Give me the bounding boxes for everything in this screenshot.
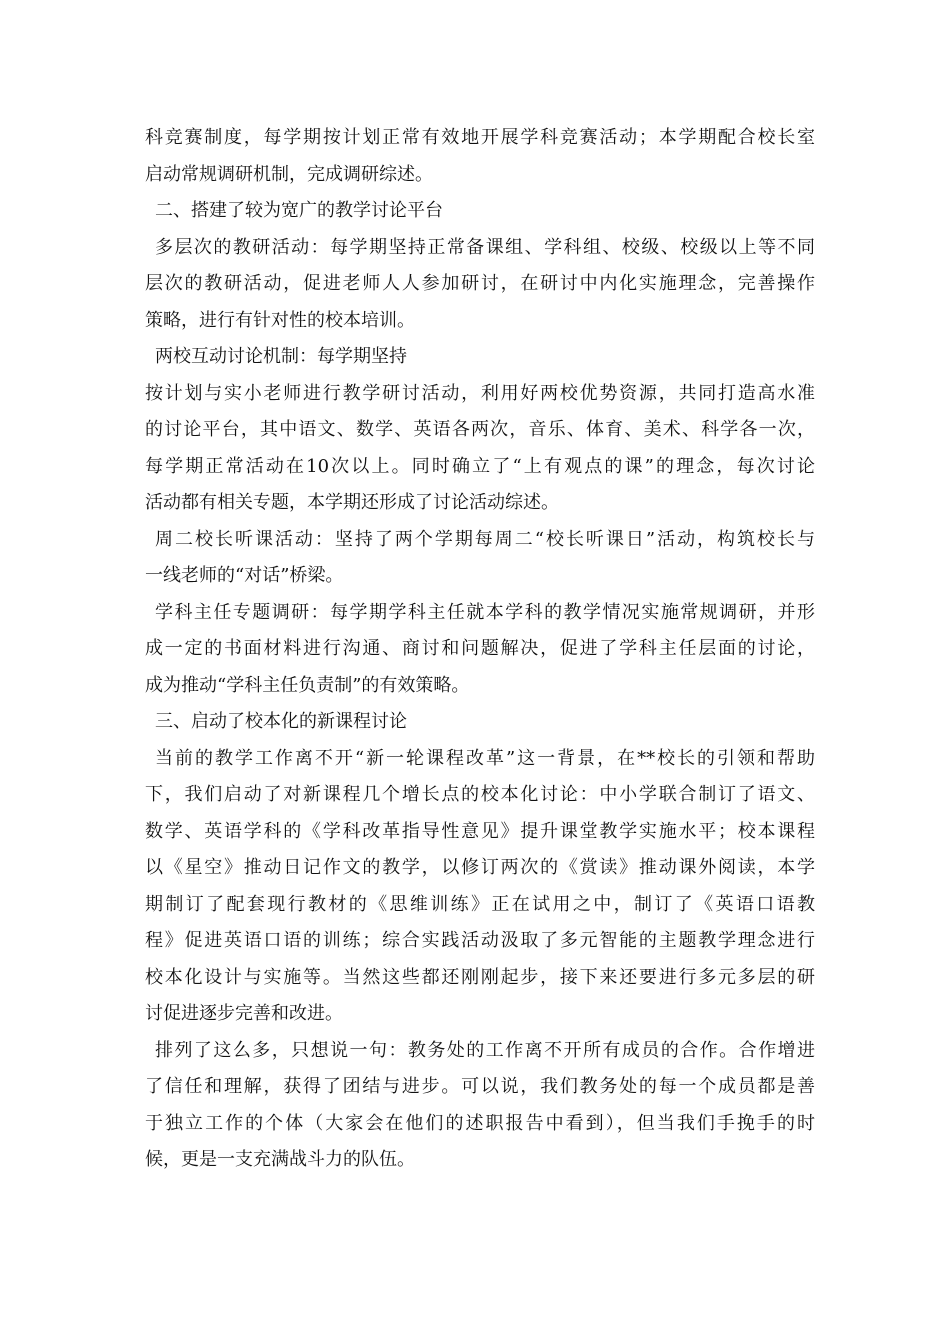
text-line: 的讨论平台，其中语文、数学、英语各两次，音乐、体育、美术、科学各一次， — [145, 419, 815, 440]
text-line: 期制订了配套现行教材的《思维训练》正在试用之中，制订了《英语口语教 — [145, 893, 815, 915]
text-line: 当前的教学工作离不开“新一轮课程改革”这一背景，在**校长的引领和帮助 — [155, 747, 815, 769]
text-line: 排列了这么多，只想说一句：教务处的工作离不开所有成员的合作。合作增进 — [155, 1039, 815, 1061]
text-line: 学科主任专题调研：每学期学科主任就本学科的教学情况实施常规调研，并形 — [155, 601, 815, 623]
section-heading: 三、启动了校本化的新课程讨论 — [155, 711, 407, 732]
heading-section-2 — [145, 193, 815, 230]
text-line: 下，我们启动了对新课程几个增长点的校本化讨论：中小学联合制订了语文、 — [145, 784, 815, 805]
text-line: 程》促进英语口语的训练；综合实践活动汲取了多元智能的主题教学理念进行 — [145, 930, 815, 951]
para-multilevel-research — [145, 230, 815, 340]
para-subject-director — [145, 595, 815, 705]
text-line: 一线老师的“对话”桥梁。 — [145, 565, 344, 586]
text-line: 成为推动“学科主任负责制”的有效策略。 — [145, 674, 470, 696]
text-line: 层次的教研活动，促进老师人人参加研讨，在研讨中内化实施理念，完善操作 — [145, 273, 815, 294]
para-two-school-intro — [145, 339, 815, 376]
text-line: 候，更是一支充满战斗力的队伍。 — [145, 1149, 415, 1170]
text-line: 活动都有相关专题，本学期还形成了讨论活动综述。 — [145, 492, 559, 513]
text-line: 按计划与实小老师进行教学研讨活动，利用好两校优势资源，共同打造高水准 — [145, 382, 815, 404]
para-curriculum-reform — [145, 741, 815, 1033]
text-line: 讨促进逐步完善和改进。 — [145, 1003, 343, 1024]
para-conclusion — [145, 1033, 815, 1179]
text-line: 了信任和理解，获得了团结与进步。可以说，我们教务处的每一个成员都是善 — [145, 1076, 815, 1097]
text-line: 每学期正常活动在10次以上。同时确立了“上有观点的课”的理念，每次讨论 — [145, 455, 815, 477]
section-heading: 二、搭建了较为宽广的教学讨论平台 — [155, 200, 443, 221]
heading-section-3 — [145, 704, 815, 741]
text-line: 启动常规调研机制，完成调研综述。 — [145, 163, 433, 185]
text-line: 科竞赛制度，每学期按计划正常有效地开展学科竞赛活动；本学期配合校长室 — [145, 127, 815, 148]
text-line: 成一定的书面材料进行沟通、商讨和问题解决，促进了学科主任层面的讨论， — [145, 638, 815, 659]
text-line: 两校互动讨论机制：每学期坚持 — [155, 346, 407, 367]
text-line: 多层次的教研活动：每学期坚持正常备课组、学科组、校级、校级以上等不同 — [155, 236, 815, 258]
text-line: 数学、英语学科的《学科改革指导性意见》提升课堂教学实施水平；校本课程 — [145, 820, 815, 842]
text-line: 以《星空》推动日记作文的教学，以修订两次的《赏读》推动课外阅读，本学 — [145, 857, 815, 878]
para-competition-system — [145, 120, 815, 193]
document-body — [145, 120, 815, 1179]
text-line: 策略，进行有针对性的校本培训。 — [145, 309, 415, 331]
para-two-school-detail — [145, 376, 815, 522]
text-line: 于独立工作的个体（大家会在他们的述职报告中看到），但当我们手挽手的时 — [145, 1112, 815, 1134]
text-line: 周二校长听课活动：坚持了两个学期每周二“校长听课日”活动，构筑校长与 — [155, 528, 815, 550]
text-line: 校本化设计与实施等。当然这些都还刚刚起步，接下来还要进行多元多层的研 — [145, 966, 815, 988]
para-tuesday-lesson — [145, 522, 815, 595]
